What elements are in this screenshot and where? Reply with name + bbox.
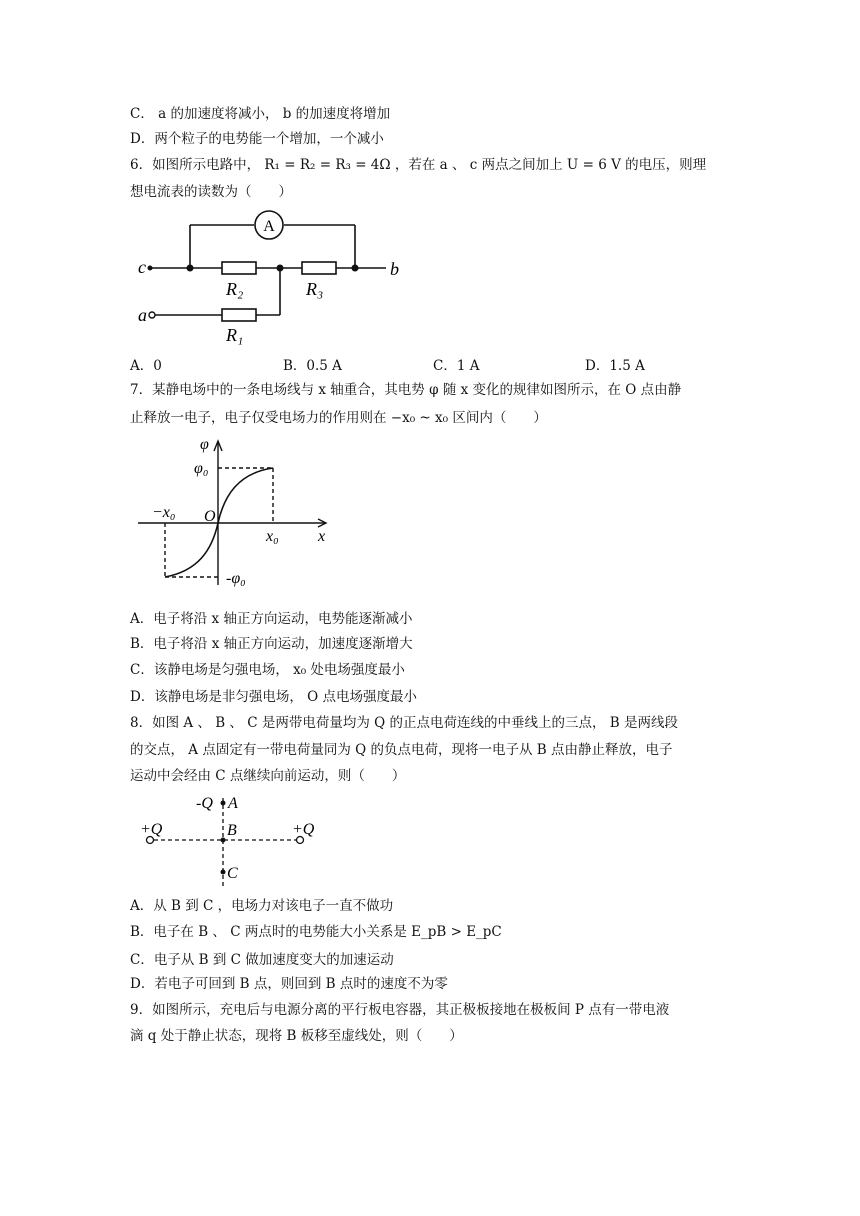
resistor-r2-label: R₂ [226, 279, 244, 299]
q6-option-b: B．0.5 A [283, 358, 342, 374]
q8-option-c: C．电子从 B 到 C 做加速度变大的加速运动 [130, 952, 394, 968]
q8-option-b: B．电子在 B 、 C 两点时的电势能大小关系是 E_pB > E_pC [130, 924, 502, 940]
resistor-r3-label: R₃ [306, 279, 324, 299]
neg-phi0-label: -φ₀ [226, 570, 246, 587]
node-b-label: b [390, 259, 399, 279]
q7-stem-line-2: 止释放一电子，电子仅受电场力的作用则在 −x₀ ~ x₀ 区间内（ ） [130, 410, 547, 426]
q5-option-d: D．两个粒子的电势能一个增加，一个减小 [130, 131, 384, 147]
q8-option-a: A．从 B 到 C ，电场力对该电子一直不做功 [130, 898, 394, 914]
right-positive-charge-label: +Q [292, 821, 315, 838]
point-a-label: A [228, 795, 238, 812]
q6-option-c: C．1 A [433, 358, 480, 374]
neg-x0-label: −x₀ [152, 504, 176, 521]
q8-stem-line-3: 运动中会经由 C 点继续向前运动，则（ ） [130, 768, 406, 784]
point-c-label: C [227, 865, 238, 882]
left-positive-charge-label: +Q [140, 821, 163, 838]
q9-stem-line-2: 滴 q 处于静止状态，现将 B 板移至虚线处，则（ ） [130, 1028, 463, 1044]
phi0-label: φ₀ [194, 460, 209, 477]
origin-label: O [204, 508, 216, 525]
q7-option-c: C．该静电场是匀强电场， x₀ 处电场强度最小 [130, 662, 405, 678]
x-axis-label: x [318, 528, 326, 545]
q6-circuit-figure [130, 205, 430, 350]
q7-option-b: B．电子将沿 x 轴正方向运动，加速度逐渐增大 [130, 636, 413, 652]
q7-potential-graph [130, 435, 350, 595]
q9-stem-line-1: 9．如图所示，充电后与电源分离的平行板电容器，其正极板接地在极板间 P 点有一带电液 [130, 1002, 670, 1018]
q8-stem-line-2: 的交点， A 点固定有一带电荷量同为 Q 的负点电荷，现将一电子从 B 点由静止释放，电子 [130, 742, 673, 758]
phi-axis-label: φ [200, 436, 209, 453]
q6-stem-line-1: 6．如图所示电路中， R₁ = R₂ = R₃ = 4Ω ，若在 a 、 c 两点之间加上 U = 6 V 的电压，则理 [130, 157, 707, 173]
q6-option-d: D．1.5 A [585, 358, 645, 374]
resistor-r1-label: R₁ [226, 325, 244, 345]
q6-option-a: A．0 [130, 358, 162, 374]
point-b-label: B [227, 822, 237, 839]
q5-option-c: C． a 的加速度将减小， b 的加速度将增加 [130, 106, 391, 122]
q7-option-a: A．电子将沿 x 轴正方向运动，电势能逐渐减小 [130, 611, 413, 627]
q8-stem-line-1: 8．如图 A 、 B 、 C 是两带电荷量均为 Q 的正点电荷连线的中垂线上的三点， B 是两线段 [130, 715, 678, 731]
q7-stem-line-1: 7．某静电场中的一条电场线与 x 轴重合，其电势 φ 随 x 变化的规律如图所示，在 O 点由静 [130, 382, 682, 398]
node-a-label: a [138, 305, 147, 325]
node-c-label: c [138, 257, 146, 277]
negative-charge-label: -Q [196, 795, 213, 812]
q8-charges-figure [130, 790, 340, 890]
ammeter-label: A [263, 218, 275, 235]
q7-option-d: D．该静电场是非匀强电场， O 点电场强度最小 [130, 689, 417, 705]
q8-option-d: D．若电子可回到 B 点，则回到 B 点时的速度不为零 [130, 976, 448, 992]
x0-label: x₀ [266, 528, 279, 545]
q6-stem-line-2: 想电流表的读数为（ ） [130, 184, 292, 200]
